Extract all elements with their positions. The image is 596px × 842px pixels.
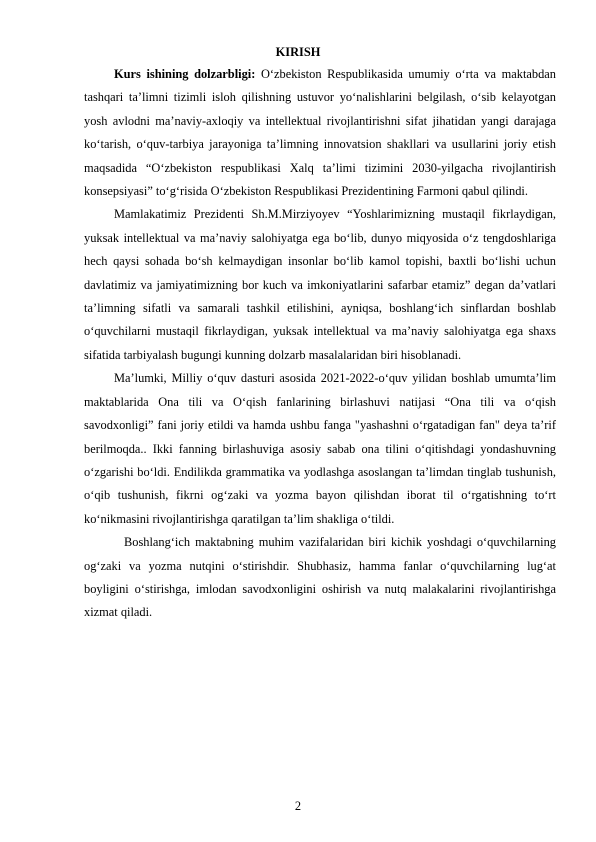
paragraph-president: Mamlakatimiz Prezidenti Sh.M.Mirziyoyev “Yoshlarimizning mustaqil fikrlaydigan, yuksak intellektual va ma’naviy salohiyatga ega bo‘lib, dunyo miqyosida o‘z tengdoshlariga hech qaysi sohada bo‘sh kelmaydigan insonlar bo‘lib kamol topishi, baxtli bo‘lishi uchun davlatimiz va jamiyatimizning bor kuch va imkoniyatlarini safarbar etamiz” degan da’vatlari ta’limning sifatli va samarali tashkil etilishini, ayniqsa, boshlang‘ich sinflardan boshlab o‘quvchilarni mustaqil fikrlaydigan, yuksak intellektual va ma’naviy salohiyatga ega shaxs sifatida tarbiyalash bugungi kunning dolzarb masalalaridan biri hisoblanadi. bbox=[84, 207, 556, 362]
paragraph-curriculum: Ma’lumki, Milliy o‘quv dasturi asosida 2021-2022-o‘quv yilidan boshlab umumta’lim maktablarida Ona tili va O‘qish fanlarining birlashuvi natijasi “Ona tili va o‘qish savodxonligi” fani joriy etildi va hamda ushbu fanga "yashashni o‘rgatadigan fan" deya ta’rif berilmoqda.. Ikki fanning birlashuviga asosiy sabab ona tilini o‘qitishdagi yondashuvning o‘zgarishi bo‘ldi. Endilikda grammatika va yodlashga asoslangan ta’limdan tinglab tushunish, o‘qib tushunish, fikrni og‘zaki va yozma bayon qilishdan iborat til o‘rgatishning to‘rt ko‘nikmasini rivojlantirishga qaratilgan ta’lim shakliga o‘tildi. bbox=[84, 371, 556, 526]
paragraph-text: O‘zbekiston Respublikasida umumiy o‘rta va maktabdan tashqari ta’limni tizimli isloh qilishning ustuvor yo‘nalishlarini belgilash, o‘sib kelayotgan yosh avlodni ma’naviy-axloqiy va intellektual rivojlantirishni sifat jihatidan yangi darajaga ko‘tarish, o‘quv-tarbiya jarayoniga ta’limning innovatsion shakllari va usullarini joriy etish maqsadida “O‘zbekiston respublikasi Xalq ta’limi tizimini 2030-yilgacha rivojlantirish konsepsiyasi” to‘g‘risida O‘zbekiston Respublikasi Prezidentining Farmoni qabul qilindi. bbox=[84, 67, 556, 199]
page-title: KIRISH bbox=[275, 45, 321, 59]
document-body bbox=[84, 63, 556, 625]
paragraph-lead: Kurs ishining dolzarbligi: bbox=[114, 67, 256, 81]
page-number: 2 bbox=[294, 799, 302, 813]
paragraph-primary-school: Boshlang‘ich maktabning muhim vazifalaridan biri kichik yoshdagi o‘quvchilarning og‘zaki va yozma nutqini o‘stirishdir. Shubhasiz, hamma fanlar o‘quvchilarning lug‘at boyligini o‘stirishga, imlodan savodxonligini oshirish va nutq malakalarini rivojlantirishga xizmat qiladi. bbox=[84, 535, 556, 620]
paragraph-relevance bbox=[84, 63, 556, 203]
